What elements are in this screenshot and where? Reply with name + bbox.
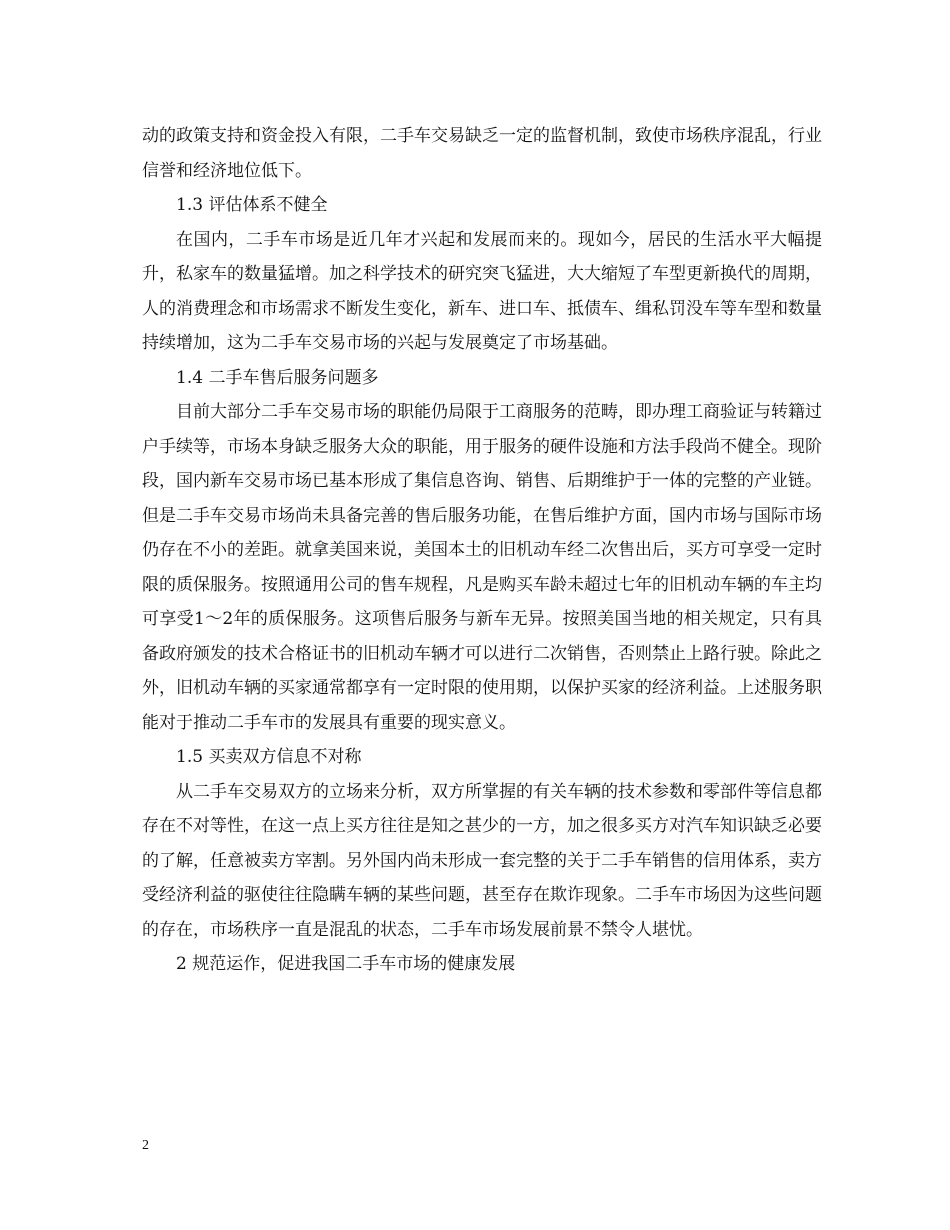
section-heading-2: 2 规范运作，促进我国二手车市场的健康发展	[176, 954, 516, 974]
section-heading-1-4: 1.4 二手车售后服务问题多	[176, 367, 379, 388]
paragraph-continued: 动的政策支持和资金投入有限，二手车交易缺乏一定的监督机制，致使市场秩序混乱，行业信誉和经济地位低下。	[142, 126, 822, 181]
paragraph-1-4: 目前大部分二手车交易市场的职能仍局限于工商服务的范畴，即办理工商验证与转籍过户手续等，市场本身缺乏服务大众的职能，用于服务的硬件设施和方法手段尚不健全。现阶段，国内新车交易市场已基本形成了集信息咨询、销售、后期维护于一体的完整的产业链。但是二手车交易市场尚未具备完善的售后服务功能，在售后维护方面，国内市场与国际市场仍存在不小的差距。就拿美国来说，美国本土的旧机动车经二次售出后，买方可享受一定时限的质保服务。按照通用公司的售车规程，凡是购买车龄未超过七年的旧机动车辆的车主均可享受1～2年的质保服务。这项售后服务与新车无异。按照美国当地的相关规定，只有具备政府颁发的技术合格证书的旧机动车辆才可以进行二次销售，否则禁止上路行驶。除此之外，旧机动车辆的买家通常都享有一定时限的使用期，以保护买家的经济利益。上述服务职能对于推动二手车市的发展具有重要的现实意义。	[142, 402, 822, 733]
paragraph-1-3: 在国内，二手车市场是近几年才兴起和发展而来的。现如今，居民的生活水平大幅提升，私家车的数量猛增。加之科学技术的研究突飞猛进，大大缩短了车型更新换代的周期，人的消费理念和市场需求不断发生变化，新车、进口车、抵债车、缉私罚没车等车型和数量持续增加，这为二手车交易市场的兴起与发展奠定了市场基础。	[142, 229, 822, 353]
paragraph-1-5: 从二手车交易双方的立场来分析，双方所掌握的有关车辆的技术参数和零部件等信息都存在不对等性，在这一点上买方往往是知之甚少的一方，加之很多买方对汽车知识缺乏必要的了解，任意被卖方宰割。另外国内尚未形成一套完整的关于二手车销售的信用体系，卖方受经济利益的驱使往往隐瞒车辆的某些问题，甚至存在欺诈现象。二手车市场因为这些问题的存在，市场秩序一直是混乱的状态，二手车市场发展前景不禁令人堪忧。	[142, 781, 822, 940]
document-body	[142, 119, 822, 982]
page-number: 2	[142, 1138, 149, 1153]
section-heading-1-5: 1.5 买卖双方信息不对称	[176, 747, 362, 767]
section-heading-1-3: 1.3 评估体系不健全	[176, 195, 328, 215]
